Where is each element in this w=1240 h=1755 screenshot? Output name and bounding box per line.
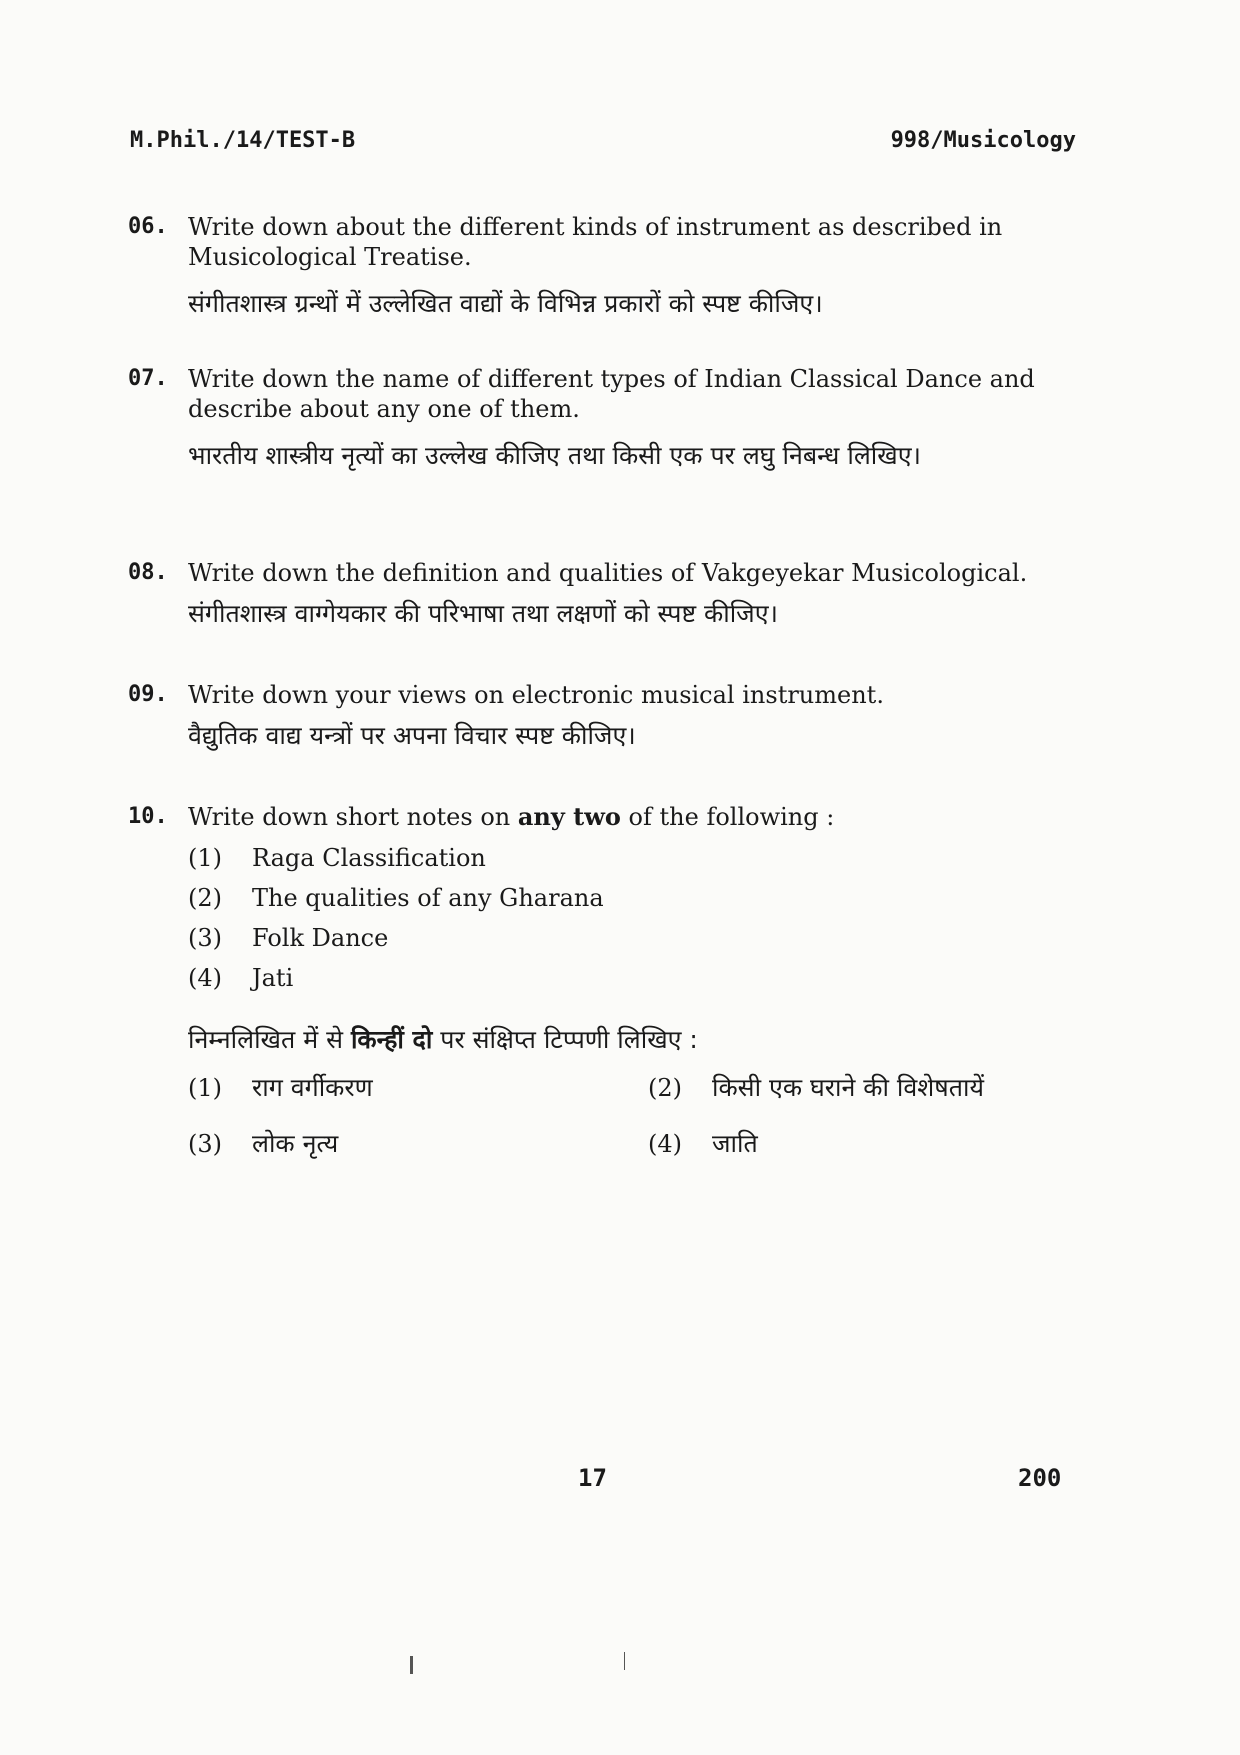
- subject-code: 998/Musicology: [890, 128, 1076, 153]
- scan-mark: [624, 1652, 625, 1670]
- emphasis: any two: [517, 802, 621, 831]
- question-number: 06.: [128, 214, 168, 239]
- question-text-hindi: वैद्युतिक वाद्य यन्त्रों पर अपना विचार स्पष्ट कीजिए।: [188, 721, 636, 750]
- page-header: [130, 128, 1076, 153]
- question-text-english: Write down about the different kinds of instrument as described in Musicological Treatise.: [188, 213, 1003, 271]
- question-text-hindi: निम्नलिखित में से किन्हीं दो पर संक्षिप्त टिप्पणी लिखिए :: [188, 1025, 698, 1054]
- question-text-hindi: भारतीय शास्त्रीय नृत्यों का उल्लेख कीजिए तथा किसी एक पर लघु निबन्ध लिखिए।: [188, 441, 922, 470]
- list-item: (3) Folk Dance: [188, 924, 389, 952]
- scan-mark: [410, 1656, 413, 1674]
- question-07: [128, 364, 1078, 478]
- question-number: 09.: [128, 682, 168, 707]
- booklet-code: 200: [1018, 1464, 1062, 1492]
- emphasis: किन्हीं दो: [350, 1025, 433, 1054]
- question-10: [128, 802, 1078, 1170]
- question-number: 10.: [128, 804, 168, 829]
- list-item: (4) Jati: [188, 964, 294, 992]
- question-text-hindi: संगीतशास्त्र वाग्गेयकार की परिभाषा तथा लक्षणों को स्पष्ट कीजिए।: [188, 599, 779, 628]
- paper-code: M.Phil./14/TEST-B: [130, 128, 356, 153]
- list-item: (2) किसी एक घराने की विशेषतायें: [648, 1073, 984, 1102]
- page-number: 17: [578, 1464, 607, 1492]
- question-09: [128, 680, 1078, 758]
- list-item: (1) राग वर्गीकरण: [188, 1073, 373, 1102]
- list-item: (3) लोक नृत्य: [188, 1129, 339, 1158]
- question-06: [128, 212, 1078, 326]
- question-text-english: Write down short notes on any two of the following :: [188, 802, 835, 831]
- question-text-english: Write down the name of different types of Indian Classical Dance and describe about any one of them.: [188, 365, 1035, 423]
- question-number: 07.: [128, 366, 168, 391]
- list-item: (4) जाति: [648, 1129, 758, 1158]
- option-list-english: [188, 838, 1078, 998]
- list-item: (2) The qualities of any Gharana: [188, 884, 604, 912]
- question-08: [128, 558, 1078, 636]
- question-text-english: Write down your views on electronic musical instrument.: [188, 681, 884, 709]
- question-text-hindi: संगीतशास्त्र ग्रन्थों में उल्लेखित वाद्यों के विभिन्न प्रकारों को स्पष्ट कीजिए।: [188, 289, 823, 318]
- question-number: 08.: [128, 560, 168, 585]
- question-text-english: Write down the definition and qualities of Vakgeyekar Musicological.: [188, 559, 1028, 587]
- list-item: (1) Raga Classification: [188, 844, 486, 872]
- option-list-hindi: [188, 1062, 1078, 1170]
